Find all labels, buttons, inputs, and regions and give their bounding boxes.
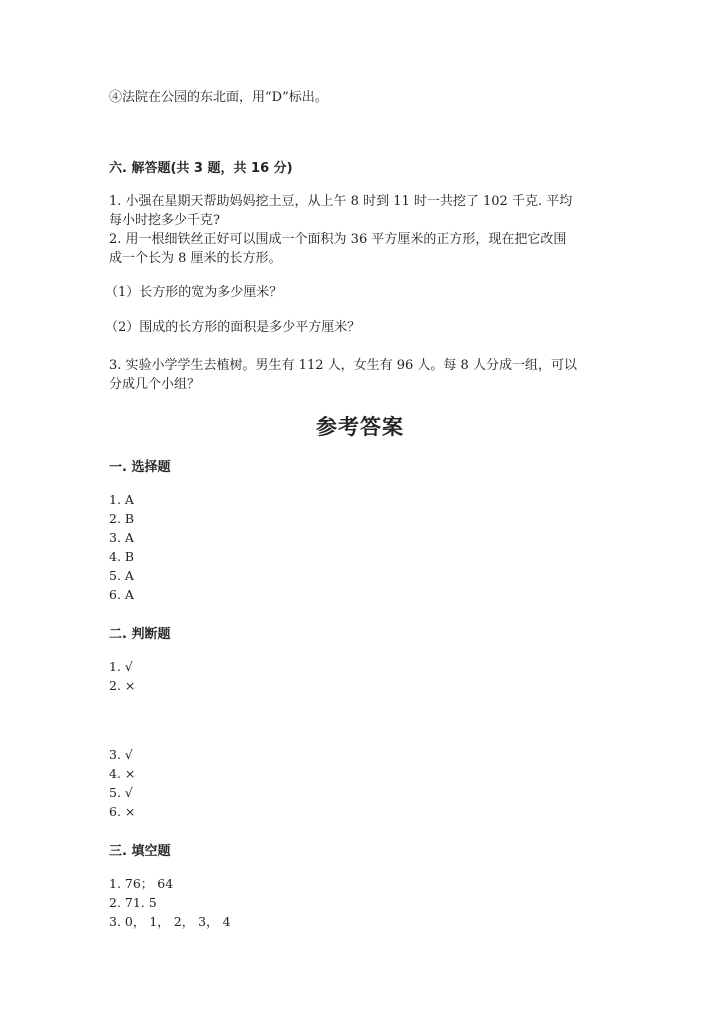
question-2-line-2: 成一个长为 8 厘米的长方形。	[109, 251, 282, 266]
answer-item: 1. A	[109, 492, 134, 507]
answer-item: 3. √	[109, 747, 133, 762]
answer-item: 4. B	[109, 549, 135, 564]
answer-item: 4. ×	[109, 766, 136, 781]
answer-item: 6. ×	[109, 804, 136, 819]
answer-item: 5. √	[109, 785, 133, 800]
answer-item: 1. 76； 64	[109, 876, 174, 891]
answer-item: 3. A	[109, 530, 134, 545]
answers-section-3-list	[109, 874, 231, 931]
question-1-line-1: 1. 小强在星期天帮助妈妈挖土豆，从上午 8 时到 11 时一共挖了 102 千克. 平均	[109, 194, 573, 209]
answer-item: 3. 0， 1， 2， 3， 4	[109, 914, 231, 929]
answers-section-1-list	[109, 490, 134, 604]
question-2-sub-2: （2）围成的长方形的面积是多少平方厘米？	[105, 320, 361, 335]
answer-item: 6. A	[109, 587, 134, 602]
question-3-line-2: 分成几个小组？	[109, 377, 201, 392]
question-1-line-2: 每小时挖多少千克?	[109, 213, 220, 228]
answers-section-1-heading: 一. 选择题	[109, 460, 171, 475]
section-6-heading: 六. 解答题(共 3 题，共 16 分)	[109, 161, 293, 176]
answer-item: 1. √	[109, 659, 133, 674]
question-2-sub-1: （1）长方形的宽为多少厘米？	[105, 285, 283, 300]
answers-title: 参考答案	[316, 415, 404, 439]
answers-section-3-heading: 三. 填空题	[109, 844, 171, 859]
answer-item: 2. ×	[109, 678, 136, 693]
answer-item: 5. A	[109, 568, 134, 583]
answers-section-2-list-b	[109, 745, 135, 821]
question-3-line-1: 3. 实验小学学生去植树。男生有 112 人，女生有 96 人。每 8 人分成一组，可以	[109, 358, 577, 373]
map-instruction-note: ④法院在公园的东北面，用“D”标出。	[109, 90, 328, 105]
answer-item: 2. 71. 5	[109, 895, 157, 910]
answers-section-2-list-a	[109, 657, 135, 695]
question-2-line-1: 2. 用一根细铁丝正好可以围成一个面积为 36 平方厘米的正方形，现在把它改围	[109, 232, 567, 247]
answer-item: 2. B	[109, 511, 135, 526]
answers-section-2-heading: 二. 判断题	[109, 627, 171, 642]
